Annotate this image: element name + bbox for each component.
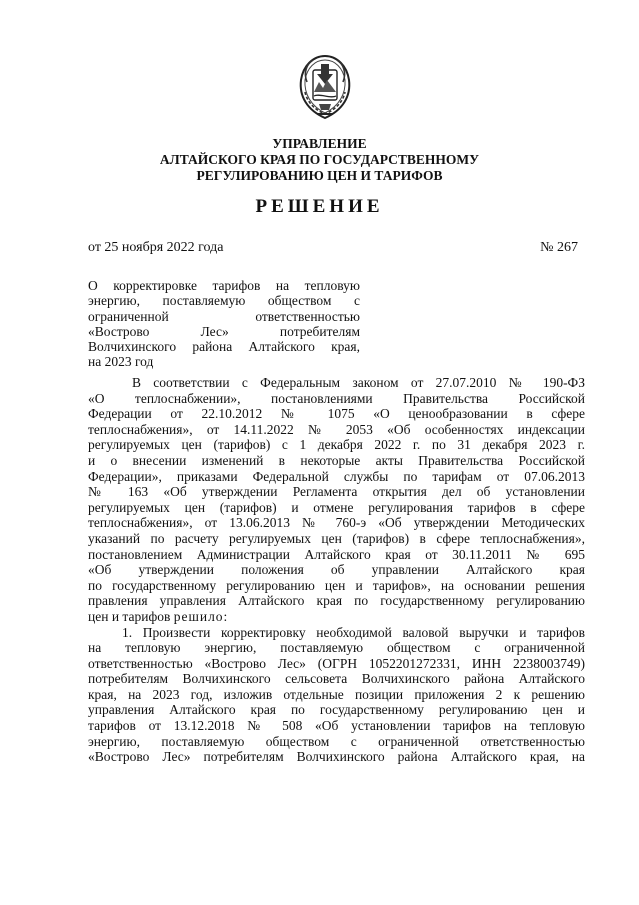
agency-line: АЛТАЙСКОГО КРАЯ ПО ГОСУДАРСТВЕННОМУ: [159, 152, 480, 167]
preamble-line: указаний по расчету регулируемых цен (тарифов) в сфере теплоснабжения»,: [88, 530, 585, 546]
preamble-line: № 163 «Об утверждении Регламента открытия дел об установлении: [88, 484, 585, 500]
preamble-line: регулируемых цен (тарифов) с 1 декабря 2022 г. по 31 декабря 2023 г.: [88, 437, 585, 453]
item-1-line: на тепловую энергию, поставляемую обществом с ограниченной: [88, 640, 585, 656]
decided-word: решило:: [173, 608, 229, 624]
subject-line: энергию, поставляемую обществом с: [88, 293, 360, 309]
subject-line: на 2023 год: [88, 354, 154, 370]
preamble-line: «Об утверждении положения об управлении Алтайского края: [88, 562, 585, 578]
preamble-line: Федерации», приказами Федеральной службы по тарифам от 07.06.2013: [88, 468, 585, 484]
preamble-line: В соответствии с Федеральным законом от 27.07.2010 № 190-ФЗ: [132, 375, 585, 390]
preamble-line: теплоснабжения», от 14.11.2022 № 2053 «Об особенностях индексации: [88, 421, 585, 437]
subject-line: Волчихинского района Алтайского края,: [88, 339, 360, 355]
item-1-line: управления Алтайского края по государственному регулированию цен и: [88, 702, 585, 718]
item-1-line: ответственностью «Вострово Лес» (ОГРН 1052201272331, ИНН 2238003749): [88, 655, 585, 671]
item-1-line: потребителям Волчихинского сельсовета Волчихинского района Алтайского: [88, 671, 585, 687]
preamble-last-line: [88, 609, 585, 625]
preamble-line: регулируемых цен (тарифов) и отмене регулирования тарифов в сфере: [88, 499, 585, 515]
preamble-line: по государственному регулированию цен и тарифов», на основании решения: [88, 577, 585, 593]
coat-of-arms-emblem: [295, 52, 355, 122]
document-type-title: РЕШЕНИЕ: [255, 196, 384, 217]
preamble-line: и о внесении изменений в некоторые акты Правительства Российской: [88, 452, 585, 468]
item-1-line: края, на 2023 год, изложив отдельные позиции приложения 2 к решению: [88, 686, 585, 702]
preamble-line: Федерации от 22.10.2012 № 1075 «О ценообразовании в сфере: [88, 406, 585, 422]
item-1-line: энергию, поставляемую обществом с ограниченной ответственностью: [88, 733, 585, 749]
agency-name: [0, 136, 639, 184]
subject-line: О корректировке тарифов на тепловую: [88, 278, 360, 293]
preamble-line: постановлением Администрации Алтайского края от 30.11.2011 № 695: [88, 546, 585, 562]
item-1-line: «Вострово Лес» потребителям Волчихинского района Алтайского края, на: [88, 749, 585, 765]
item-1-line: 1. Произвести корректировку необходимой валовой выручки и тарифов: [122, 624, 585, 640]
document-subject: [88, 278, 360, 370]
document-number: № 267: [540, 240, 578, 255]
subject-line: ограниченной ответственностью: [88, 308, 360, 324]
item-1-line: тарифов от 13.12.2018 № 508 «Об установлении тарифов на тепловую: [88, 718, 585, 734]
subject-line: «Вострово Лес» потребителям: [88, 323, 360, 339]
preamble-line: правления управления Алтайского края по государственному регулированию: [88, 593, 585, 609]
agency-line: РЕГУЛИРОВАНИЮ ЦЕН И ТАРИФОВ: [196, 168, 443, 183]
preamble-end-text: цен и тарифов: [88, 608, 171, 624]
preamble-line: «О теплоснабжении», постановлениями Правительства Российской: [88, 390, 585, 406]
document-date: от 25 ноября 2022 года: [88, 240, 224, 255]
preamble-line: теплоснабжения», от 13.06.2013 № 760-э «Об утверждении Методических: [88, 515, 585, 531]
agency-line: УПРАВЛЕНИЕ: [272, 136, 367, 151]
document-body: [88, 375, 585, 765]
